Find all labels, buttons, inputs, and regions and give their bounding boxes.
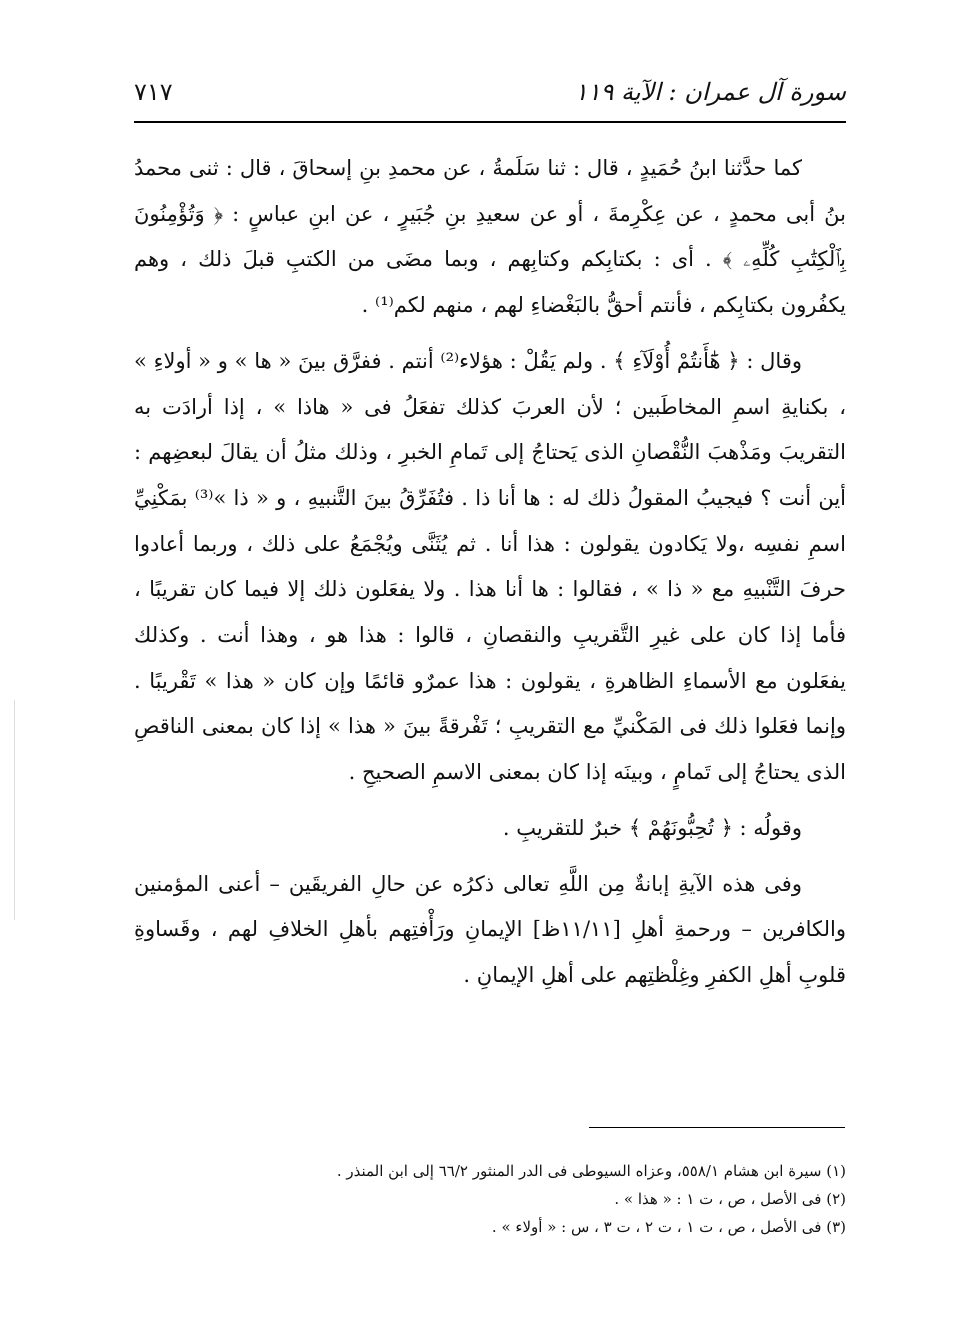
footnote-3: (٣) فى الأصل ، ص ، ت ١ ، ت ٢ ، ت ٣ ، س : « أولاء » . [491, 1218, 846, 1236]
body-text [134, 146, 846, 999]
footnotes [134, 1157, 846, 1241]
footnote-1: (١) سيرة ابن هشام ٥٥٨/١، وعزاه السيوطى فى الدر المنثور ٦٦/٢ إلى ابن المنذر . [336, 1162, 846, 1180]
page-header [134, 74, 846, 116]
header-rule [134, 121, 846, 123]
paragraph-2: وقال : ﴿ هَٰٓأَنتُمْ أُوْلَآءِ ﴾ . ولم يَقُلْ : هؤلاء⁽²⁾ أنتم . ففرَّق بينَ « ها » و « أولاءِ » ، بكنايةِ اسمِ المخاطَبين ؛ لأن العربَ كذلك تفعَلُ فى « هاذا » ، إذا أرادَت به التقريبَ ومَذْهبَ النُّقْصانِ الذى يَحتاجُ إلى تَمامِ الخبرِ ، وذلك مثلُ أن يقالَ لبعضِهم : أين أنت ؟ فيجيبُ المقولُ ذلك له : ها أنا ذا . فتُفَرِّقُ بينَ التَّنبيهِ ، و « ذا »⁽³⁾ بمَكْنِيِّ اسمِ نفسِه ،ولا يَكادون يقولون : هذا أنا . ثم يُثَنَّى ويُجْمَعُ على ذلك ، وربما أعادوا حرفَ التَّنْبيهِ مع « ذا » ، فقالوا : ها أنا هذا . ولا يفعَلون ذلك إلا فيما كان تقريبًا ، فأما إذا كان على غيرِ التَّقريبِ والنقصانِ ، قالوا : هذا هو ، وهذا أنت . وكذلك يفعَلون مع الأسماءِ الظاهرةِ ، يقولون : هذا عمرٌو قائمًا وإن كان « هذا » تَقْريبًا . وإنما فعَلوا ذلك فى المَكْنيِّ مع التقريبِ ؛ تَفْرقةً بينَ « هذا » إذا كان بمعنى الناقصِ الذى يحتاجُ إلى تَمامٍ ، وبينَه إذا كان بمعنى الاسمِ الصحيحِ . [134, 348, 846, 785]
footnote-2: (٢) فى الأصل ، ص ، ت ١ : « هذا » . [614, 1190, 846, 1208]
page-number: ٧١٧ [134, 78, 173, 106]
running-title: سورة آل عمران : الآية ١١٩ [574, 78, 846, 106]
paragraph-1: كما حدَّثنا ابنُ حُمَيدٍ ، قال : ثنا سَلَمةُ ، عن محمدِ بنِ إسحاقَ ، قال : ثنى محمدُ بنُ أبى محمدٍ ، عن عِكْرِمةَ ، أو عن سعيدِ بنِ جُبَيرٍ ، عن ابنِ عباسٍ : ﴿ وَتُؤْمِنُونَ بِٱلْكِتَٰبِ كُلِّهِۦ ﴾ . أى : بكتابِكم وكتابِهم ، وبما مضَى من الكتبِ قبلَ ذلك ، وهم يكفُرون بكتابِكم ، فأنتم أحقُّ بالبَغْضاءِ لهم ، منهم لكم⁽¹⁾ . [134, 156, 846, 318]
paragraph-4: وفى هذه الآيةِ إبانةٌ مِن اللَّهِ تعالى ذكرُه عن حالِ الفريقَين – أعنى المؤمنين والكافرين – ورحمةِ أهلِ [١١/١١ظ] الإيمانِ ورَأْفتِهم بأهلِ الخلافِ لهم ، وقَساوةِ قلوبِ أهلِ الكفرِ وغِلْظتِهم على أهلِ الإيمانِ . [134, 871, 846, 987]
footnote-rule [589, 1127, 845, 1128]
scan-edge-mark [14, 700, 15, 920]
paragraph-3: وقولُه : ﴿ تُحِبُّونَهُمْ ﴾ خبرٌ للتقريبِ . [502, 815, 802, 840]
